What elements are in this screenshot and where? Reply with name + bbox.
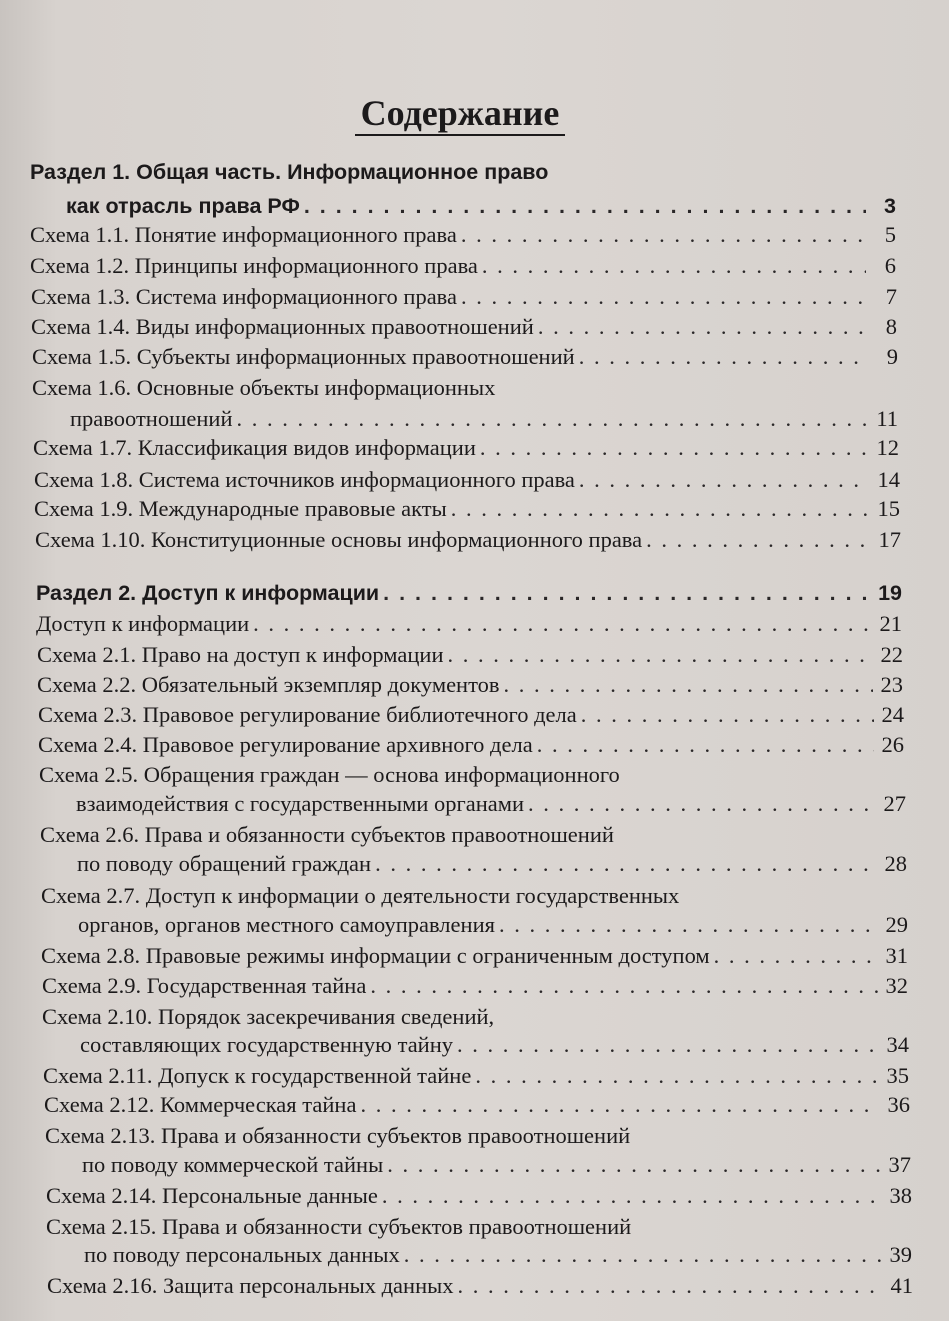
toc-leader <box>579 465 870 495</box>
toc-leader <box>404 1240 882 1270</box>
toc-entry: Схема 2.8. Правовые режимы информации с ограниченным доступом . . . 31 <box>41 941 908 971</box>
toc-leader <box>714 941 878 971</box>
toc-section-heading: Раздел 1. Общая часть. Информационное право <box>30 160 549 184</box>
toc-leader <box>375 849 877 879</box>
toc-entry: как отрасль права РФ . . . 3 <box>66 191 896 221</box>
toc-leader <box>304 191 866 221</box>
toc-leader <box>646 525 871 555</box>
toc-entry: взаимодействия с государственными органами . . . 27 <box>76 789 906 819</box>
toc-section-heading: Раздел 2. Доступ к информации . . . 19 <box>36 578 902 608</box>
toc-entry: Схема 2.12. Коммерческая тайна . . . 36 <box>44 1090 910 1120</box>
toc-leader <box>383 578 872 608</box>
toc-leader <box>461 282 867 312</box>
toc-entry: правоотношений . . . 11 <box>70 404 898 434</box>
toc-leader <box>504 670 873 700</box>
toc-entry: Схема 2.6. Права и обязанности субъектов правоотношений <box>40 822 614 847</box>
toc-entry: Схема 1.6. Основные объекты информационных <box>32 375 496 400</box>
toc-leader <box>499 910 878 940</box>
page-title: Содержание <box>0 92 920 136</box>
toc-leader <box>537 730 874 760</box>
toc-entry: Схема 1.8. Система источников информационного права . . . 14 <box>34 465 900 495</box>
toc-leader <box>528 789 876 819</box>
toc-leader <box>579 342 868 372</box>
toc-leader <box>475 1061 879 1091</box>
toc-entry: Схема 1.5. Субъекты информационных правоотношений . . . 9 <box>32 342 898 372</box>
toc-entry: по поводу обращений граждан . . . 28 <box>77 849 907 879</box>
toc-entry: по поводу персональных данных . . . 39 <box>84 1240 912 1270</box>
toc-entry: составляющих государственную тайну . . . 34 <box>80 1030 909 1060</box>
toc-leader <box>457 1030 879 1060</box>
toc-leader <box>581 700 874 730</box>
toc-leader <box>461 220 866 250</box>
toc-entry: Схема 2.5. Обращения граждан — основа информационного <box>39 762 620 787</box>
toc-entry: Схема 2.15. Права и обязанности субъектов правоотношений <box>46 1214 632 1239</box>
toc-entry: Схема 1.1. Понятие информационного права . . . 5 <box>30 220 896 250</box>
toc-entry: органов, органов местного самоуправления . . . 29 <box>78 910 908 940</box>
toc-leader <box>458 1271 884 1301</box>
toc-entry: по поводу коммерческой тайны . . . 37 <box>82 1150 911 1180</box>
toc-leader <box>538 312 867 342</box>
toc-leader <box>448 640 873 670</box>
toc-entry: Схема 2.14. Персональные данные . . . 38 <box>46 1181 912 1211</box>
toc-leader <box>482 251 866 281</box>
toc-leader <box>382 1181 882 1211</box>
toc-leader <box>370 971 878 1001</box>
toc-leader <box>237 404 868 434</box>
toc-entry: Схема 1.9. Международные правовые акты . . . 15 <box>34 494 900 524</box>
toc-entry: Схема 2.16. Защита персональных данных . . . 41 <box>47 1271 913 1301</box>
toc-entry: Схема 1.2. Принципы информационного права . . . 6 <box>30 251 896 281</box>
toc-leader <box>480 433 869 463</box>
toc-leader <box>253 609 872 639</box>
toc-entry: Схема 1.3. Система информационного права . . . 7 <box>31 282 897 312</box>
toc-entry: Схема 2.1. Право на доступ к информации . . . 22 <box>37 640 903 670</box>
toc-entry: Схема 2.4. Правовое регулирование архивного дела . . . 26 <box>38 730 904 760</box>
toc-entry: Доступ к информации . . . 21 <box>36 609 902 639</box>
toc-entry: Схема 1.10. Конституционные основы информационного права . . . 17 <box>35 525 901 555</box>
toc-leader <box>360 1090 880 1120</box>
toc-entry: Схема 2.2. Обязательный экземпляр документов . . . 23 <box>37 670 903 700</box>
toc-entry: Схема 2.9. Государственная тайна . . . 32 <box>42 971 908 1001</box>
toc-entry: Схема 2.10. Порядок засекречивания сведений, <box>42 1004 495 1029</box>
toc-leader <box>451 494 870 524</box>
toc-leader <box>387 1150 881 1180</box>
toc-entry: Схема 1.7. Классификация видов информации . . . 12 <box>33 433 899 463</box>
toc-entry: Схема 2.13. Права и обязанности субъектов правоотношений <box>45 1123 631 1148</box>
toc-entry: Схема 2.11. Допуск к государственной тайне . . . 35 <box>43 1061 909 1091</box>
toc-entry: Схема 2.3. Правовое регулирование библиотечного дела . . . 24 <box>38 700 904 730</box>
toc-entry: Схема 1.4. Виды информационных правоотношений . . . 8 <box>31 312 897 342</box>
toc-entry: Схема 2.7. Доступ к информации о деятельности государственных <box>41 883 680 908</box>
